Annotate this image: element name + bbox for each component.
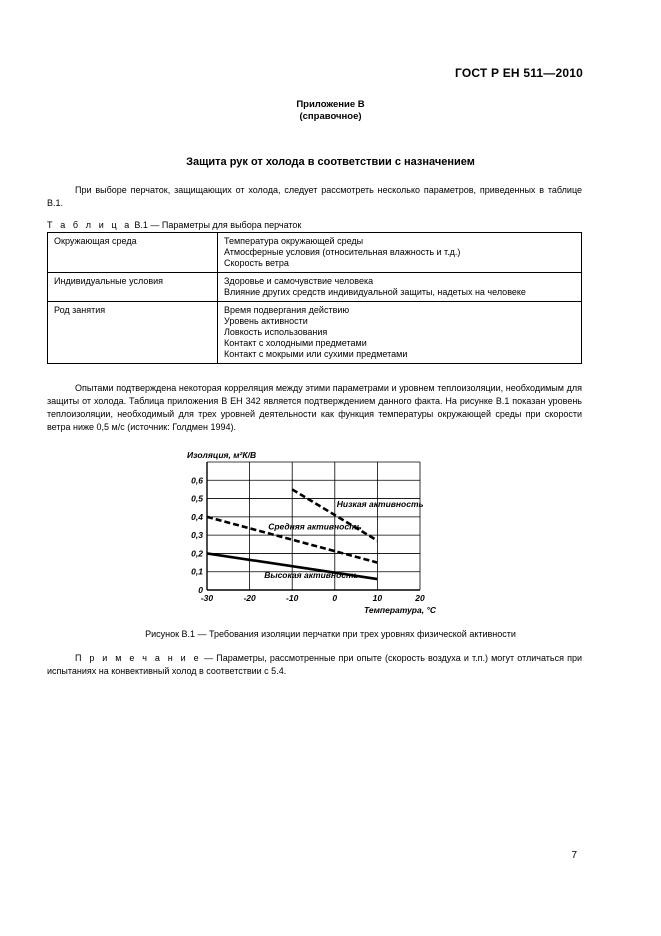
- x-tick-label: 20: [415, 593, 425, 603]
- table-item: Скорость ветра: [224, 258, 289, 268]
- annex-heading: [0, 99, 661, 123]
- table-item: Время подвергания действию: [224, 305, 350, 315]
- y-tick-label: 0,3: [191, 530, 203, 541]
- table-row-category: Род занятия: [48, 302, 218, 364]
- table-caption-prefix: Т а б л и ц а: [47, 220, 132, 230]
- table-item: Влияние других средств индивидуальной защиты, надетых на человеке: [224, 287, 526, 297]
- correlation-paragraph: Опытами подтверждена некоторая корреляция между этими параметрами и уровнем теплоизоляции, необходимым для защиты от холода. Таблица приложения В ЕН 342 является подтверждением данного факта. На рисунке В.1 показан уровень теплоизоляции, необходимый для трех уровней деятельности как функция температуры окружающей среды при скорости ветра ниже 0,5 м/с (источник: Голдмен 1994).: [47, 383, 582, 432]
- x-tick-label: -30: [200, 593, 214, 603]
- series-label: Высокая активность: [264, 570, 359, 581]
- parameters-table: [47, 232, 582, 364]
- series-label: Средняя активность: [268, 521, 362, 532]
- table-item: Уровень активности: [224, 316, 308, 326]
- table-item: Ловкость использования: [224, 327, 328, 337]
- x-tick-label: -20: [243, 593, 256, 603]
- section-title: Защита рук от холода в соответствии с назначением: [186, 156, 475, 168]
- table-row: [48, 273, 582, 302]
- insulation-chart: [150, 448, 450, 618]
- table-item: Здоровье и самочувствие человека: [224, 276, 374, 286]
- note-paragraph: [47, 652, 582, 678]
- x-tick-label: 0: [332, 593, 338, 603]
- note-prefix: П р и м е ч а н и е: [75, 653, 202, 663]
- annex-title: Приложение В: [296, 99, 365, 110]
- table-item: Температура окружающей среды: [224, 236, 364, 246]
- note-text: — Параметры, рассмотренные при опыте (скорость воздуха и т.п.) могут отличаться при испытаниях на конвективный холод в соответствии с 5.4.: [47, 653, 582, 676]
- table-row-items: [218, 302, 582, 364]
- intro-paragraph: При выборе перчаток, защищающих от холода, следует рассмотреть несколько параметров, приведенных в таблице В.1.: [47, 185, 582, 208]
- table-caption-text: В.1 — Параметры для выбора перчаток: [134, 220, 302, 230]
- y-tick-label: 0,4: [191, 511, 203, 522]
- table-item: Контакт с мокрыми или сухими предметами: [224, 349, 408, 359]
- table-item: Атмосферные условия (относительная влажность и т.д.): [224, 247, 461, 257]
- table-row: [48, 233, 582, 273]
- table-row-category: Окружающая среда: [48, 233, 218, 273]
- y-tick-label: 0,2: [191, 548, 203, 559]
- y-tick-label: 0,1: [191, 566, 203, 577]
- annex-subtitle: (справочное): [299, 111, 362, 122]
- table-row-items: [218, 233, 582, 273]
- y-tick-label: 0,5: [191, 493, 203, 504]
- x-tick-label: 10: [372, 593, 383, 603]
- x-tick-label: -10: [286, 593, 299, 603]
- table-item: Контакт с холодными предметами: [224, 338, 367, 348]
- document-id: ГОСТ Р ЕН 511—2010: [454, 66, 583, 80]
- table-row-items: [218, 273, 582, 302]
- y-tick-label: 0,6: [191, 475, 203, 486]
- table-row-category: Индивидуальные условия: [48, 273, 218, 302]
- table-row: [48, 302, 582, 364]
- x-axis-label: Температура, °С: [364, 605, 436, 615]
- table-caption: [47, 220, 301, 230]
- y-axis-label: Изоляция, м²К/В: [187, 450, 257, 460]
- page-number: 7: [571, 850, 577, 861]
- series-label: Низкая активность: [336, 499, 424, 510]
- y-tick-label: 0: [198, 585, 203, 595]
- figure-caption: Рисунок В.1 — Требования изоляции перчатки при трех уровнях физической активности: [145, 629, 516, 639]
